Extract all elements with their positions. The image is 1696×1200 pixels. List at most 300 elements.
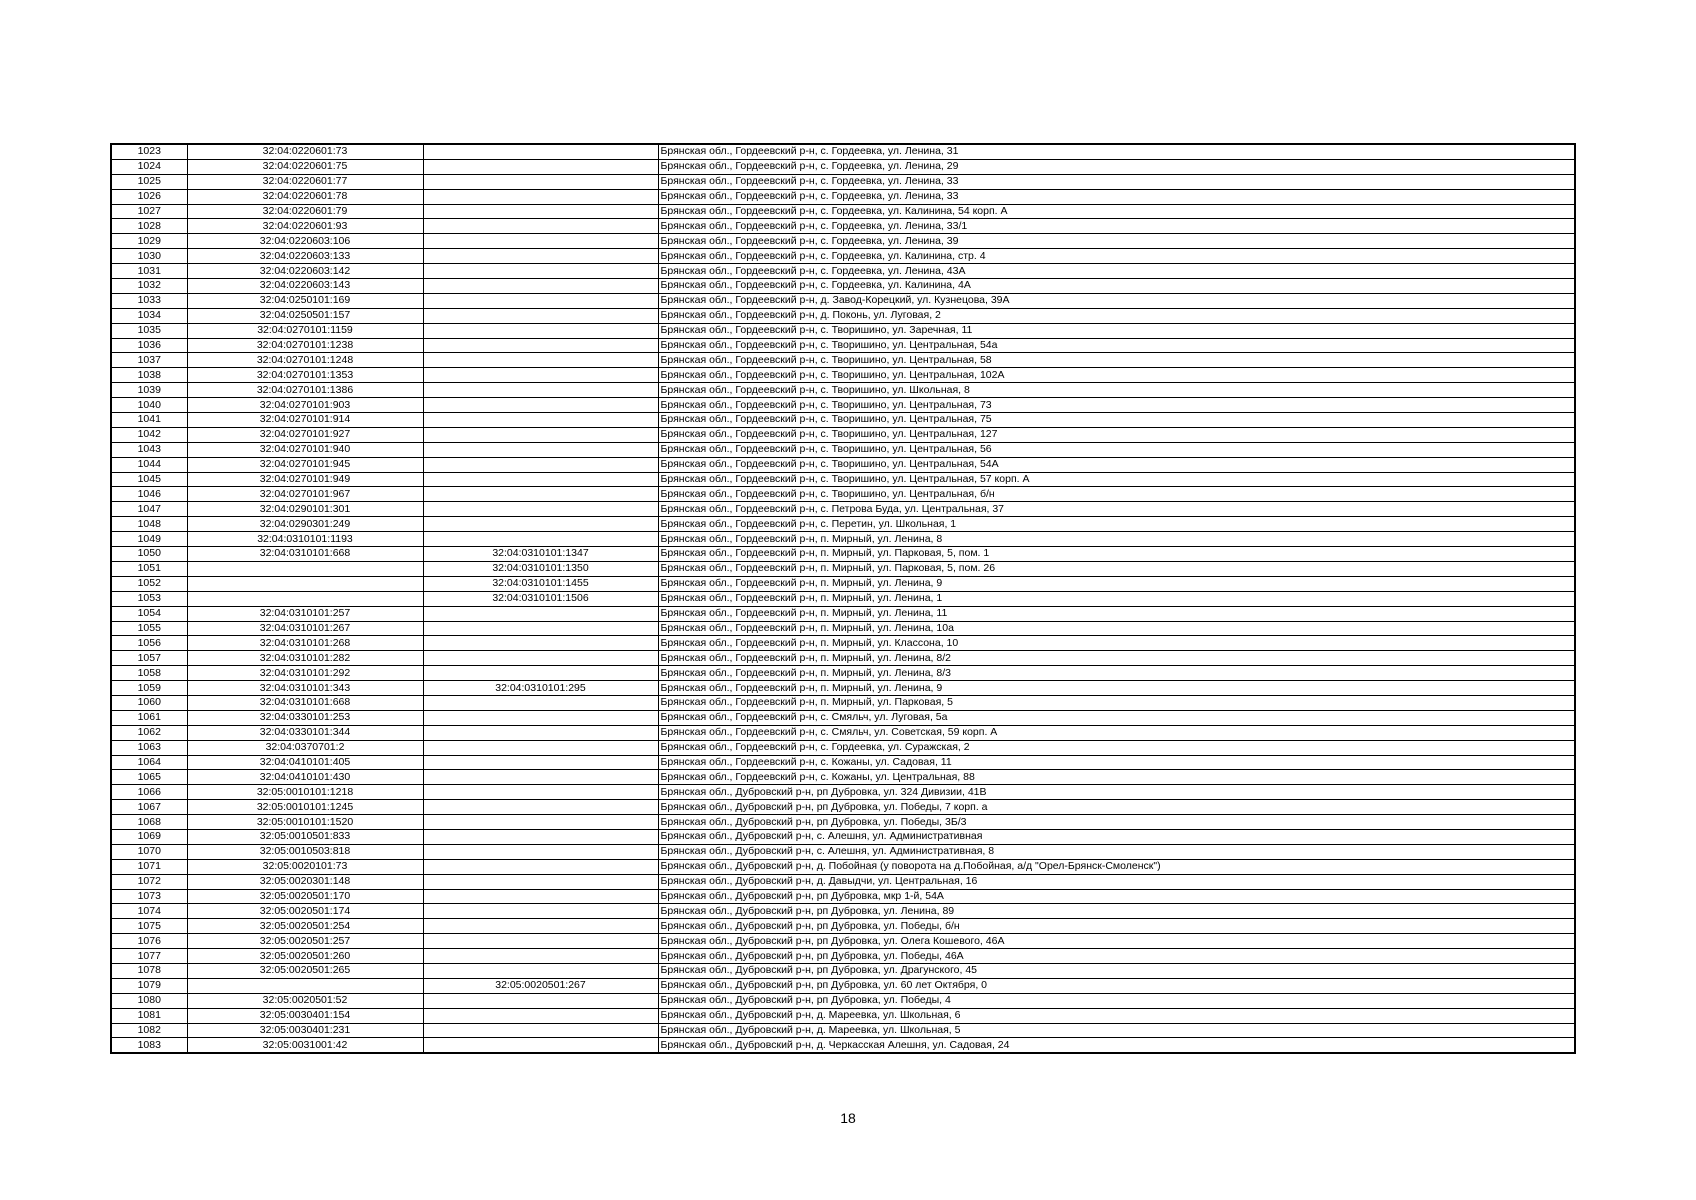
cadastral-number-cell bbox=[187, 978, 423, 993]
cadastral-number-cell: 32:05:0010501:833 bbox=[187, 829, 423, 844]
linked-cadastral-number-cell bbox=[423, 189, 658, 204]
linked-cadastral-number-cell bbox=[423, 710, 658, 725]
row-number-cell: 1050 bbox=[111, 547, 187, 562]
table-row bbox=[111, 353, 1575, 368]
cadastral-number-cell: 32:05:0010101:1520 bbox=[187, 815, 423, 830]
linked-cadastral-number-cell bbox=[423, 1038, 658, 1053]
linked-cadastral-number-cell bbox=[423, 234, 658, 249]
table-row bbox=[111, 829, 1575, 844]
address-cell: Брянская обл., Гордеевский р-н, с. Гордеевка, ул. Ленина, 31 bbox=[658, 144, 1575, 159]
linked-cadastral-number-cell bbox=[423, 472, 658, 487]
linked-cadastral-number-cell bbox=[423, 368, 658, 383]
table-row bbox=[111, 710, 1575, 725]
cadastral-number-cell: 32:04:0290101:301 bbox=[187, 502, 423, 517]
linked-cadastral-number-cell bbox=[423, 204, 658, 219]
linked-cadastral-number-cell bbox=[423, 308, 658, 323]
table-row bbox=[111, 725, 1575, 740]
address-cell: Брянская обл., Дубровский р-н, д. Черкасская Алешня, ул. Садовая, 24 bbox=[658, 1038, 1575, 1053]
table-row bbox=[111, 517, 1575, 532]
linked-cadastral-number-cell bbox=[423, 651, 658, 666]
cadastral-number-cell: 32:04:0310101:668 bbox=[187, 547, 423, 562]
table-row bbox=[111, 800, 1575, 815]
address-cell: Брянская обл., Гордеевский р-н, с. Творишино, ул. Центральная, 54а bbox=[658, 338, 1575, 353]
cadastral-number-cell: 32:05:0020501:260 bbox=[187, 949, 423, 964]
table-row bbox=[111, 591, 1575, 606]
linked-cadastral-number-cell bbox=[423, 755, 658, 770]
address-cell: Брянская обл., Гордеевский р-н, с. Гордеевка, ул. Калинина, 4А bbox=[658, 279, 1575, 294]
cadastral-number-cell: 32:04:0270101:1353 bbox=[187, 368, 423, 383]
cadastral-number-cell: 32:04:0330101:253 bbox=[187, 710, 423, 725]
address-cell: Брянская обл., Дубровский р-н, рп Дубровка, ул. 324 Дивизии, 41В bbox=[658, 785, 1575, 800]
row-number-cell: 1047 bbox=[111, 502, 187, 517]
linked-cadastral-number-cell bbox=[423, 442, 658, 457]
cadastral-number-cell: 32:04:0220603:142 bbox=[187, 264, 423, 279]
row-number-cell: 1057 bbox=[111, 651, 187, 666]
linked-cadastral-number-cell bbox=[423, 532, 658, 547]
address-cell: Брянская обл., Гордеевский р-н, с. Творишино, ул. Центральная, б/н bbox=[658, 487, 1575, 502]
address-cell: Брянская обл., Гордеевский р-н, п. Мирный, ул. Классона, 10 bbox=[658, 636, 1575, 651]
cadastral-number-cell: 32:04:0250501:157 bbox=[187, 308, 423, 323]
linked-cadastral-number-cell bbox=[423, 174, 658, 189]
address-cell: Брянская обл., Гордеевский р-н, с. Перетин, ул. Школьная, 1 bbox=[658, 517, 1575, 532]
table-row bbox=[111, 993, 1575, 1008]
row-number-cell: 1033 bbox=[111, 293, 187, 308]
table-row bbox=[111, 532, 1575, 547]
linked-cadastral-number-cell bbox=[423, 800, 658, 815]
address-cell: Брянская обл., Гордеевский р-н, с. Гордеевка, ул. Ленина, 33 bbox=[658, 174, 1575, 189]
cadastral-number-cell: 32:05:0010101:1218 bbox=[187, 785, 423, 800]
row-number-cell: 1078 bbox=[111, 963, 187, 978]
cadastral-number-cell: 32:05:0031001:42 bbox=[187, 1038, 423, 1053]
linked-cadastral-number-cell bbox=[423, 323, 658, 338]
linked-cadastral-number-cell bbox=[423, 621, 658, 636]
cadastral-number-cell: 32:05:0010101:1245 bbox=[187, 800, 423, 815]
row-number-cell: 1071 bbox=[111, 859, 187, 874]
cadastral-number-cell bbox=[187, 591, 423, 606]
address-cell: Брянская обл., Дубровский р-н, д. Побойная (у поворота на д.Побойная, а/д "Орел-Брянск-Смоленск") bbox=[658, 859, 1575, 874]
row-number-cell: 1051 bbox=[111, 561, 187, 576]
row-number-cell: 1048 bbox=[111, 517, 187, 532]
cadastral-number-cell: 32:05:0020501:52 bbox=[187, 993, 423, 1008]
cadastral-number-cell: 32:04:0310101:1193 bbox=[187, 532, 423, 547]
address-cell: Брянская обл., Гордеевский р-н, д. Завод-Корецкий, ул. Кузнецова, 39А bbox=[658, 293, 1575, 308]
row-number-cell: 1060 bbox=[111, 695, 187, 710]
cadastral-number-cell: 32:04:0270101:967 bbox=[187, 487, 423, 502]
row-number-cell: 1024 bbox=[111, 159, 187, 174]
cadastral-number-cell: 32:04:0220601:93 bbox=[187, 219, 423, 234]
address-cell: Брянская обл., Дубровский р-н, рп Дубровка, ул. Драгунского, 45 bbox=[658, 963, 1575, 978]
table-row bbox=[111, 279, 1575, 294]
linked-cadastral-number-cell bbox=[423, 427, 658, 442]
cadastral-number-cell: 32:04:0310101:257 bbox=[187, 606, 423, 621]
row-number-cell: 1031 bbox=[111, 264, 187, 279]
linked-cadastral-number-cell bbox=[423, 457, 658, 472]
linked-cadastral-number-cell bbox=[423, 859, 658, 874]
table-row bbox=[111, 457, 1575, 472]
cadastral-number-cell: 32:04:0370701:2 bbox=[187, 740, 423, 755]
linked-cadastral-number-cell bbox=[423, 264, 658, 279]
table-row bbox=[111, 785, 1575, 800]
table-row bbox=[111, 919, 1575, 934]
cadastral-number-cell: 32:05:0020501:257 bbox=[187, 934, 423, 949]
cadastral-number-cell: 32:05:0020501:254 bbox=[187, 919, 423, 934]
table-row bbox=[111, 606, 1575, 621]
row-number-cell: 1069 bbox=[111, 829, 187, 844]
cadastral-number-cell: 32:04:0220603:143 bbox=[187, 279, 423, 294]
row-number-cell: 1052 bbox=[111, 576, 187, 591]
address-cell: Брянская обл., Гордеевский р-н, п. Мирный, ул. Ленина, 9 bbox=[658, 681, 1575, 696]
cadastral-number-cell: 32:04:0290301:249 bbox=[187, 517, 423, 532]
table-row bbox=[111, 740, 1575, 755]
address-cell: Брянская обл., Гордеевский р-н, с. Смяльч, ул. Советская, 59 корп. А bbox=[658, 725, 1575, 740]
row-number-cell: 1083 bbox=[111, 1038, 187, 1053]
linked-cadastral-number-cell bbox=[423, 144, 658, 159]
linked-cadastral-number-cell: 32:04:0310101:1350 bbox=[423, 561, 658, 576]
row-number-cell: 1073 bbox=[111, 889, 187, 904]
linked-cadastral-number-cell bbox=[423, 829, 658, 844]
row-number-cell: 1028 bbox=[111, 219, 187, 234]
cadastral-number-cell: 32:05:0030401:154 bbox=[187, 1008, 423, 1023]
cadastral-number-cell: 32:04:0270101:1386 bbox=[187, 383, 423, 398]
cadastral-number-cell: 32:04:0270101:1248 bbox=[187, 353, 423, 368]
address-cell: Брянская обл., Дубровский р-н, рп Дубровка, ул. Ленина, 89 bbox=[658, 904, 1575, 919]
linked-cadastral-number-cell bbox=[423, 874, 658, 889]
table-row bbox=[111, 695, 1575, 710]
linked-cadastral-number-cell bbox=[423, 934, 658, 949]
row-number-cell: 1075 bbox=[111, 919, 187, 934]
cadastral-number-cell bbox=[187, 576, 423, 591]
address-cell: Брянская обл., Гордеевский р-н, с. Творишино, ул. Центральная, 73 bbox=[658, 398, 1575, 413]
table-row bbox=[111, 219, 1575, 234]
row-number-cell: 1044 bbox=[111, 457, 187, 472]
address-cell: Брянская обл., Гордеевский р-н, п. Мирный, ул. Ленина, 10а bbox=[658, 621, 1575, 636]
row-number-cell: 1082 bbox=[111, 1023, 187, 1038]
linked-cadastral-number-cell bbox=[423, 1008, 658, 1023]
cadastral-number-cell: 32:04:0220601:73 bbox=[187, 144, 423, 159]
row-number-cell: 1040 bbox=[111, 398, 187, 413]
table-row bbox=[111, 234, 1575, 249]
table-row bbox=[111, 949, 1575, 964]
row-number-cell: 1043 bbox=[111, 442, 187, 457]
linked-cadastral-number-cell bbox=[423, 249, 658, 264]
row-number-cell: 1070 bbox=[111, 844, 187, 859]
address-cell: Брянская обл., Дубровский р-н, с. Алешня, ул. Административная bbox=[658, 829, 1575, 844]
table-row bbox=[111, 264, 1575, 279]
table-row bbox=[111, 338, 1575, 353]
cadastral-number-cell: 32:04:0220601:78 bbox=[187, 189, 423, 204]
address-cell: Брянская обл., Дубровский р-н, рп Дубровка, ул. 60 лет Октября, 0 bbox=[658, 978, 1575, 993]
linked-cadastral-number-cell bbox=[423, 487, 658, 502]
address-cell: Брянская обл., Дубровский р-н, рп Дубровка, ул. Победы, 7 корп. а bbox=[658, 800, 1575, 815]
linked-cadastral-number-cell bbox=[423, 725, 658, 740]
table-row bbox=[111, 621, 1575, 636]
address-cell: Брянская обл., Гордеевский р-н, с. Творишино, ул. Центральная, 56 bbox=[658, 442, 1575, 457]
address-cell: Брянская обл., Гордеевский р-н, с. Творишино, ул. Центральная, 54А bbox=[658, 457, 1575, 472]
table-row bbox=[111, 636, 1575, 651]
table-row bbox=[111, 1008, 1575, 1023]
row-number-cell: 1067 bbox=[111, 800, 187, 815]
row-number-cell: 1053 bbox=[111, 591, 187, 606]
linked-cadastral-number-cell bbox=[423, 889, 658, 904]
address-cell: Брянская обл., Гордеевский р-н, п. Мирный, ул. Ленина, 9 bbox=[658, 576, 1575, 591]
page-number: 18 bbox=[840, 1110, 856, 1126]
row-number-cell: 1029 bbox=[111, 234, 187, 249]
linked-cadastral-number-cell: 32:04:0310101:1506 bbox=[423, 591, 658, 606]
linked-cadastral-number-cell bbox=[423, 919, 658, 934]
linked-cadastral-number-cell bbox=[423, 815, 658, 830]
address-cell: Брянская обл., Гордеевский р-н, с. Петрова Буда, ул. Центральная, 37 bbox=[658, 502, 1575, 517]
address-cell: Брянская обл., Гордеевский р-н, с. Гордеевка, ул. Суражская, 2 bbox=[658, 740, 1575, 755]
row-number-cell: 1076 bbox=[111, 934, 187, 949]
cadastral-number-cell bbox=[187, 561, 423, 576]
table-row bbox=[111, 547, 1575, 562]
table-row bbox=[111, 383, 1575, 398]
cadastral-number-cell: 32:04:0220603:106 bbox=[187, 234, 423, 249]
row-number-cell: 1032 bbox=[111, 279, 187, 294]
address-cell: Брянская обл., Гордеевский р-н, п. Мирный, ул. Парковая, 5, пом. 26 bbox=[658, 561, 1575, 576]
cadastral-number-cell: 32:05:0020301:148 bbox=[187, 874, 423, 889]
row-number-cell: 1055 bbox=[111, 621, 187, 636]
table-row bbox=[111, 323, 1575, 338]
cadastral-number-cell: 32:04:0310101:268 bbox=[187, 636, 423, 651]
address-cell: Брянская обл., Гордеевский р-н, п. Мирный, ул. Ленина, 8/2 bbox=[658, 651, 1575, 666]
row-number-cell: 1058 bbox=[111, 666, 187, 681]
cadastral-number-cell: 32:04:0250101:169 bbox=[187, 293, 423, 308]
linked-cadastral-number-cell bbox=[423, 695, 658, 710]
address-cell: Брянская обл., Дубровский р-н, д. Мареевка, ул. Школьная, 5 bbox=[658, 1023, 1575, 1038]
address-cell: Брянская обл., Гордеевский р-н, с. Творишино, ул. Заречная, 11 bbox=[658, 323, 1575, 338]
linked-cadastral-number-cell: 32:04:0310101:1455 bbox=[423, 576, 658, 591]
linked-cadastral-number-cell bbox=[423, 383, 658, 398]
address-cell: Брянская обл., Дубровский р-н, рп Дубровка, ул. Победы, 3Б/3 bbox=[658, 815, 1575, 830]
row-number-cell: 1030 bbox=[111, 249, 187, 264]
table-row bbox=[111, 159, 1575, 174]
table-row bbox=[111, 487, 1575, 502]
address-cell: Брянская обл., Дубровский р-н, рп Дубровка, ул. Победы, 46А bbox=[658, 949, 1575, 964]
cadastral-number-cell: 32:04:0310101:267 bbox=[187, 621, 423, 636]
row-number-cell: 1034 bbox=[111, 308, 187, 323]
address-cell: Брянская обл., Гордеевский р-н, с. Творишино, ул. Центральная, 127 bbox=[658, 427, 1575, 442]
row-number-cell: 1079 bbox=[111, 978, 187, 993]
row-number-cell: 1045 bbox=[111, 472, 187, 487]
address-cell: Брянская обл., Гордеевский р-н, п. Мирный, ул. Ленина, 11 bbox=[658, 606, 1575, 621]
row-number-cell: 1081 bbox=[111, 1008, 187, 1023]
address-cell: Брянская обл., Гордеевский р-н, с. Кожаны, ул. Центральная, 88 bbox=[658, 770, 1575, 785]
row-number-cell: 1054 bbox=[111, 606, 187, 621]
linked-cadastral-number-cell bbox=[423, 398, 658, 413]
cadastral-number-cell: 32:04:0410101:405 bbox=[187, 755, 423, 770]
linked-cadastral-number-cell bbox=[423, 413, 658, 428]
row-number-cell: 1041 bbox=[111, 413, 187, 428]
cadastral-number-cell: 32:04:0270101:914 bbox=[187, 413, 423, 428]
table-row bbox=[111, 755, 1575, 770]
table-row bbox=[111, 174, 1575, 189]
address-cell: Брянская обл., Гордеевский р-н, с. Гордеевка, ул. Ленина, 29 bbox=[658, 159, 1575, 174]
row-number-cell: 1023 bbox=[111, 144, 187, 159]
table-row bbox=[111, 681, 1575, 696]
cadastral-number-cell: 32:04:0220601:77 bbox=[187, 174, 423, 189]
cadastral-number-cell: 32:04:0220601:79 bbox=[187, 204, 423, 219]
address-cell: Брянская обл., Дубровский р-н, рп Дубровка, ул. Победы, б/н bbox=[658, 919, 1575, 934]
cadastral-number-cell: 32:05:0020501:170 bbox=[187, 889, 423, 904]
row-number-cell: 1056 bbox=[111, 636, 187, 651]
row-number-cell: 1036 bbox=[111, 338, 187, 353]
cadastral-number-cell: 32:04:0310101:343 bbox=[187, 681, 423, 696]
table-row bbox=[111, 978, 1575, 993]
table-row bbox=[111, 651, 1575, 666]
table-row bbox=[111, 413, 1575, 428]
linked-cadastral-number-cell bbox=[423, 517, 658, 532]
cadastral-number-cell: 32:05:0010503:818 bbox=[187, 844, 423, 859]
address-cell: Брянская обл., Гордеевский р-н, с. Творишино, ул. Центральная, 58 bbox=[658, 353, 1575, 368]
linked-cadastral-number-cell bbox=[423, 353, 658, 368]
row-number-cell: 1042 bbox=[111, 427, 187, 442]
table-row bbox=[111, 427, 1575, 442]
row-number-cell: 1038 bbox=[111, 368, 187, 383]
cadastral-number-cell: 32:05:0020501:265 bbox=[187, 963, 423, 978]
linked-cadastral-number-cell bbox=[423, 904, 658, 919]
linked-cadastral-number-cell bbox=[423, 1023, 658, 1038]
row-number-cell: 1072 bbox=[111, 874, 187, 889]
row-number-cell: 1037 bbox=[111, 353, 187, 368]
address-cell: Брянская обл., Дубровский р-н, рп Дубровка, мкр 1-й, 54А bbox=[658, 889, 1575, 904]
row-number-cell: 1065 bbox=[111, 770, 187, 785]
table-row bbox=[111, 576, 1575, 591]
cadastral-number-cell: 32:04:0270101:949 bbox=[187, 472, 423, 487]
cadastral-number-cell: 32:04:0270101:1238 bbox=[187, 338, 423, 353]
address-cell: Брянская обл., Гордеевский р-н, с. Гордеевка, ул. Калинина, стр. 4 bbox=[658, 249, 1575, 264]
row-number-cell: 1046 bbox=[111, 487, 187, 502]
linked-cadastral-number-cell bbox=[423, 293, 658, 308]
table-row bbox=[111, 904, 1575, 919]
address-cell: Брянская обл., Дубровский р-н, д. Мареевка, ул. Школьная, 6 bbox=[658, 1008, 1575, 1023]
table-row bbox=[111, 398, 1575, 413]
linked-cadastral-number-cell bbox=[423, 740, 658, 755]
linked-cadastral-number-cell bbox=[423, 963, 658, 978]
table-row bbox=[111, 874, 1575, 889]
address-cell: Брянская обл., Гордеевский р-н, с. Творишино, ул. Центральная, 75 bbox=[658, 413, 1575, 428]
cadastral-number-cell: 32:05:0020501:174 bbox=[187, 904, 423, 919]
address-cell: Брянская обл., Гордеевский р-н, п. Мирный, ул. Парковая, 5 bbox=[658, 695, 1575, 710]
table-row bbox=[111, 249, 1575, 264]
linked-cadastral-number-cell: 32:05:0020501:267 bbox=[423, 978, 658, 993]
cadastral-number-cell: 32:04:0270101:1159 bbox=[187, 323, 423, 338]
row-number-cell: 1061 bbox=[111, 710, 187, 725]
linked-cadastral-number-cell bbox=[423, 770, 658, 785]
linked-cadastral-number-cell bbox=[423, 993, 658, 1008]
row-number-cell: 1035 bbox=[111, 323, 187, 338]
row-number-cell: 1063 bbox=[111, 740, 187, 755]
row-number-cell: 1049 bbox=[111, 532, 187, 547]
table-row bbox=[111, 1023, 1575, 1038]
row-number-cell: 1074 bbox=[111, 904, 187, 919]
row-number-cell: 1064 bbox=[111, 755, 187, 770]
linked-cadastral-number-cell bbox=[423, 785, 658, 800]
row-number-cell: 1059 bbox=[111, 681, 187, 696]
address-cell: Брянская обл., Гордеевский р-н, с. Гордеевка, ул. Ленина, 33/1 bbox=[658, 219, 1575, 234]
cadastral-number-cell: 32:04:0310101:282 bbox=[187, 651, 423, 666]
linked-cadastral-number-cell bbox=[423, 666, 658, 681]
address-cell: Брянская обл., Гордеевский р-н, п. Мирный, ул. Ленина, 8 bbox=[658, 532, 1575, 547]
address-cell: Брянская обл., Гордеевский р-н, с. Творишино, ул. Школьная, 8 bbox=[658, 383, 1575, 398]
address-cell: Брянская обл., Дубровский р-н, д. Давыдчи, ул. Центральная, 16 bbox=[658, 874, 1575, 889]
table-row bbox=[111, 204, 1575, 219]
linked-cadastral-number-cell bbox=[423, 159, 658, 174]
address-cell: Брянская обл., Гордеевский р-н, с. Творишино, ул. Центральная, 102А bbox=[658, 368, 1575, 383]
table-row bbox=[111, 502, 1575, 517]
table-body bbox=[111, 144, 1575, 1053]
table-row bbox=[111, 844, 1575, 859]
table-row bbox=[111, 189, 1575, 204]
row-number-cell: 1062 bbox=[111, 725, 187, 740]
table-row bbox=[111, 293, 1575, 308]
address-cell: Брянская обл., Гордеевский р-н, п. Мирный, ул. Парковая, 5, пом. 1 bbox=[658, 547, 1575, 562]
cadastral-number-cell: 32:04:0220603:133 bbox=[187, 249, 423, 264]
cadastral-table bbox=[110, 143, 1576, 1054]
table-row bbox=[111, 144, 1575, 159]
row-number-cell: 1077 bbox=[111, 949, 187, 964]
row-number-cell: 1025 bbox=[111, 174, 187, 189]
linked-cadastral-number-cell: 32:04:0310101:295 bbox=[423, 681, 658, 696]
linked-cadastral-number-cell bbox=[423, 844, 658, 859]
table-row bbox=[111, 934, 1575, 949]
address-cell: Брянская обл., Гордеевский р-н, с. Гордеевка, ул. Ленина, 39 bbox=[658, 234, 1575, 249]
row-number-cell: 1026 bbox=[111, 189, 187, 204]
cadastral-number-cell: 32:05:0030401:231 bbox=[187, 1023, 423, 1038]
table-row bbox=[111, 666, 1575, 681]
row-number-cell: 1027 bbox=[111, 204, 187, 219]
linked-cadastral-number-cell bbox=[423, 502, 658, 517]
address-cell: Брянская обл., Дубровский р-н, рп Дубровка, ул. Олега Кошевого, 46А bbox=[658, 934, 1575, 949]
linked-cadastral-number-cell bbox=[423, 949, 658, 964]
address-cell: Брянская обл., Гордеевский р-н, с. Гордеевка, ул. Ленина, 43А bbox=[658, 264, 1575, 279]
linked-cadastral-number-cell: 32:04:0310101:1347 bbox=[423, 547, 658, 562]
address-cell: Брянская обл., Дубровский р-н, с. Алешня, ул. Административная, 8 bbox=[658, 844, 1575, 859]
linked-cadastral-number-cell bbox=[423, 606, 658, 621]
cadastral-number-cell: 32:04:0330101:344 bbox=[187, 725, 423, 740]
linked-cadastral-number-cell bbox=[423, 338, 658, 353]
address-cell: Брянская обл., Дубровский р-н, рп Дубровка, ул. Победы, 4 bbox=[658, 993, 1575, 1008]
address-cell: Брянская обл., Гордеевский р-н, с. Гордеевка, ул. Калинина, 54 корп. А bbox=[658, 204, 1575, 219]
address-cell: Брянская обл., Гордеевский р-н, с. Смяльч, ул. Луговая, 5а bbox=[658, 710, 1575, 725]
row-number-cell: 1066 bbox=[111, 785, 187, 800]
address-cell: Брянская обл., Гордеевский р-н, с. Творишино, ул. Центральная, 57 корп. А bbox=[658, 472, 1575, 487]
cadastral-number-cell: 32:04:0220601:75 bbox=[187, 159, 423, 174]
linked-cadastral-number-cell bbox=[423, 279, 658, 294]
cadastral-number-cell: 32:04:0310101:668 bbox=[187, 695, 423, 710]
row-number-cell: 1039 bbox=[111, 383, 187, 398]
table-row bbox=[111, 308, 1575, 323]
table-row bbox=[111, 889, 1575, 904]
table-row bbox=[111, 472, 1575, 487]
table-row bbox=[111, 963, 1575, 978]
cadastral-number-cell: 32:04:0270101:940 bbox=[187, 442, 423, 457]
cadastral-number-cell: 32:04:0270101:927 bbox=[187, 427, 423, 442]
address-cell: Брянская обл., Гордеевский р-н, с. Гордеевка, ул. Ленина, 33 bbox=[658, 189, 1575, 204]
address-cell: Брянская обл., Гордеевский р-н, п. Мирный, ул. Ленина, 8/3 bbox=[658, 666, 1575, 681]
table-row bbox=[111, 815, 1575, 830]
linked-cadastral-number-cell bbox=[423, 219, 658, 234]
address-cell: Брянская обл., Гордеевский р-н, с. Кожаны, ул. Садовая, 11 bbox=[658, 755, 1575, 770]
address-cell: Брянская обл., Гордеевский р-н, п. Мирный, ул. Ленина, 1 bbox=[658, 591, 1575, 606]
table-row bbox=[111, 561, 1575, 576]
table-row bbox=[111, 368, 1575, 383]
linked-cadastral-number-cell bbox=[423, 636, 658, 651]
table-row bbox=[111, 770, 1575, 785]
cadastral-number-cell: 32:04:0310101:292 bbox=[187, 666, 423, 681]
cadastral-number-cell: 32:05:0020101:73 bbox=[187, 859, 423, 874]
cadastral-number-cell: 32:04:0270101:903 bbox=[187, 398, 423, 413]
